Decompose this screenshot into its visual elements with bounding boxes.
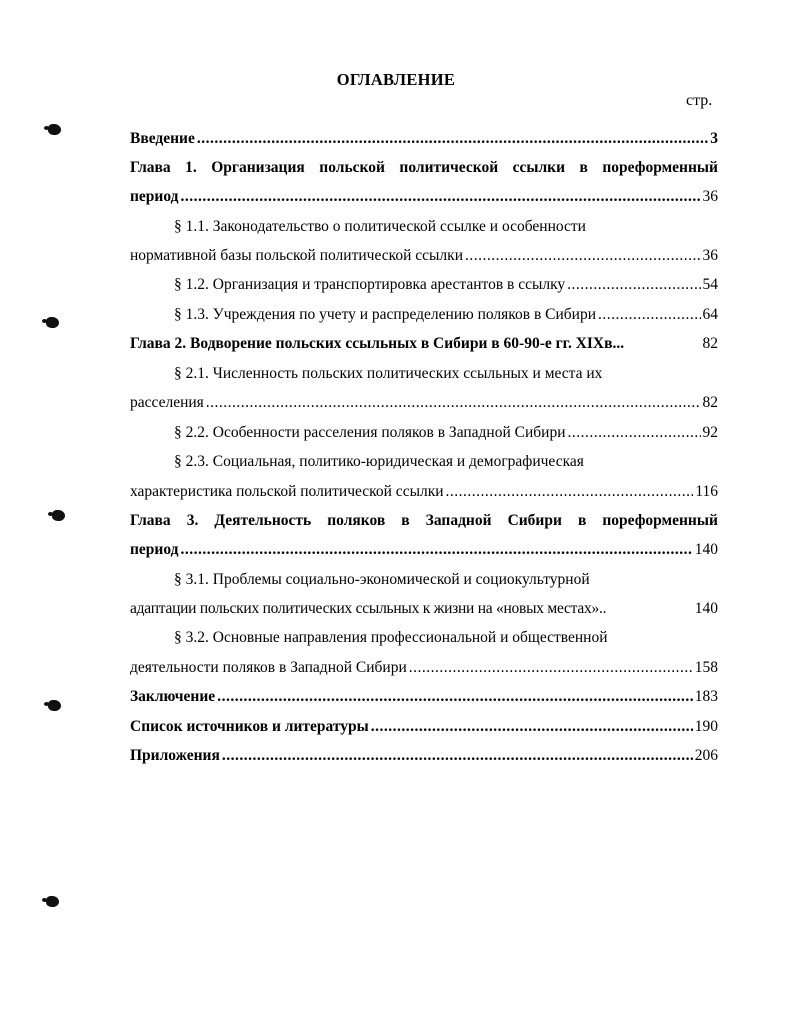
toc-entry-text: адаптации польских политических ссыльных к жизни на «новых местах».. [130, 600, 607, 617]
toc-entry-section-3-2[interactable] [130, 627, 718, 649]
dot-leader [222, 745, 693, 767]
toc-entry-text: Глава 3. Деятельность поляков в Западной Сибири в пореформенный [130, 512, 718, 529]
toc-entry-section-3-2-cont[interactable] [130, 657, 718, 679]
toc-entry-text: § 3.1. Проблемы социально-экономической и социокультурной [174, 571, 590, 588]
toc-entry-chapter-2[interactable] [130, 333, 718, 355]
toc-entry-text: период [130, 188, 179, 205]
punch-hole-mark [46, 896, 59, 907]
toc-entry-conclusion[interactable] [130, 686, 718, 708]
toc-entry-chapter-3-cont[interactable] [130, 539, 718, 561]
toc-entry-text: период [130, 541, 179, 558]
toc-entry-text: § 2.1. Численность польских политических ссыльных и места их [174, 365, 603, 382]
toc-entry-text: § 1.3. Учреждения по учету и распределению поляков в Сибири [174, 306, 597, 323]
dot-leader [446, 481, 694, 503]
dot-leader [217, 686, 693, 708]
dot-leader [465, 245, 701, 267]
toc-entry-section-2-2[interactable] [130, 422, 718, 444]
page-column-header: стр. [686, 92, 713, 109]
toc-entry-text: Глава 2. Водворение польских ссыльных в Сибири в 60-90-е гг. XIXв... [130, 335, 625, 352]
toc-entry-text: § 3.2. Основные направления профессиональной и общественной [174, 629, 608, 646]
toc-page-number: 54 [702, 276, 718, 293]
toc-page-number: 64 [702, 306, 718, 323]
toc-entry-text: § 1.1. Законодательство о политической ссылке и особенности [174, 218, 586, 235]
toc-page-number: 140 [694, 600, 718, 617]
dot-leader [409, 657, 693, 679]
toc-entry-appendices[interactable] [130, 745, 718, 767]
punch-hole-mark [46, 317, 59, 328]
toc-entry-text: нормативной базы польской политической ссылки [130, 247, 463, 264]
toc-entry-section-1-2[interactable] [130, 274, 718, 296]
toc-page-number: 116 [695, 483, 718, 500]
toc-page-number: 82 [702, 394, 718, 411]
toc-entry-chapter-3[interactable] [130, 510, 718, 532]
toc-page-number: 140 [694, 541, 718, 558]
dot-leader [568, 422, 701, 444]
dot-leader [206, 392, 701, 414]
toc-entry-text: Приложения [130, 747, 220, 764]
toc-page-number: 36 [702, 247, 718, 264]
toc-entry-section-1-1-cont[interactable] [130, 245, 718, 267]
toc-entry-section-3-1[interactable] [130, 569, 718, 591]
toc-entry-section-1-3[interactable] [130, 304, 718, 326]
toc-entry-section-3-1-cont[interactable] [130, 598, 718, 620]
toc-entry-section-2-1-cont[interactable] [130, 392, 718, 414]
dot-leader [567, 274, 700, 296]
toc-page-number: 92 [702, 424, 718, 441]
toc-page-number: 183 [694, 688, 718, 705]
toc-entry-text: Список источников и литературы [130, 718, 369, 735]
toc-entry-text: характеристика польской политической ссылки [130, 483, 444, 500]
toc-page-number: 158 [694, 659, 718, 676]
toc-entry-chapter-1-cont[interactable] [130, 186, 718, 208]
toc-entry-section-2-1[interactable] [130, 363, 718, 385]
punch-hole-mark [48, 700, 61, 711]
punch-hole-mark [48, 124, 61, 135]
toc-entry-section-1-1[interactable] [130, 216, 718, 238]
toc-entry-text: § 2.2. Особенности расселения поляков в Западной Сибири [174, 424, 566, 441]
dot-leader [181, 186, 701, 208]
toc-entry-text: § 2.3. Социальная, политико-юридическая и демографическая [174, 453, 584, 470]
dot-leader [197, 128, 708, 150]
toc-entry-text: расселения [130, 394, 204, 411]
page-title: ОГЛАВЛЕНИЕ [336, 70, 456, 89]
toc-entry-chapter-1[interactable] [130, 157, 718, 179]
toc-entry-text: Заключение [130, 688, 216, 705]
toc-entry-text: Введение [130, 130, 195, 147]
toc-page-number: 206 [694, 747, 718, 764]
toc-entry-text: деятельности поляков в Западной Сибири [130, 659, 407, 676]
toc-page-number: 36 [702, 188, 718, 205]
toc-entry-section-2-3-cont[interactable] [130, 481, 718, 503]
toc-entry-introduction[interactable] [130, 128, 718, 150]
toc-page-number: 190 [694, 718, 718, 735]
toc-entry-bibliography[interactable] [130, 716, 718, 738]
toc-page-number: 82 [702, 335, 718, 352]
dot-leader [371, 716, 693, 738]
dot-leader [598, 304, 700, 326]
toc-page-number: 3 [710, 130, 718, 147]
toc-entry-section-2-3[interactable] [130, 451, 718, 473]
toc-entry-text: § 1.2. Организация и транспортировка арестантов в ссылку [174, 276, 566, 293]
punch-hole-mark [52, 510, 65, 521]
toc-entry-text: Глава 1. Организация польской политической ссылки в пореформенный [130, 159, 718, 176]
dot-leader [181, 539, 693, 561]
